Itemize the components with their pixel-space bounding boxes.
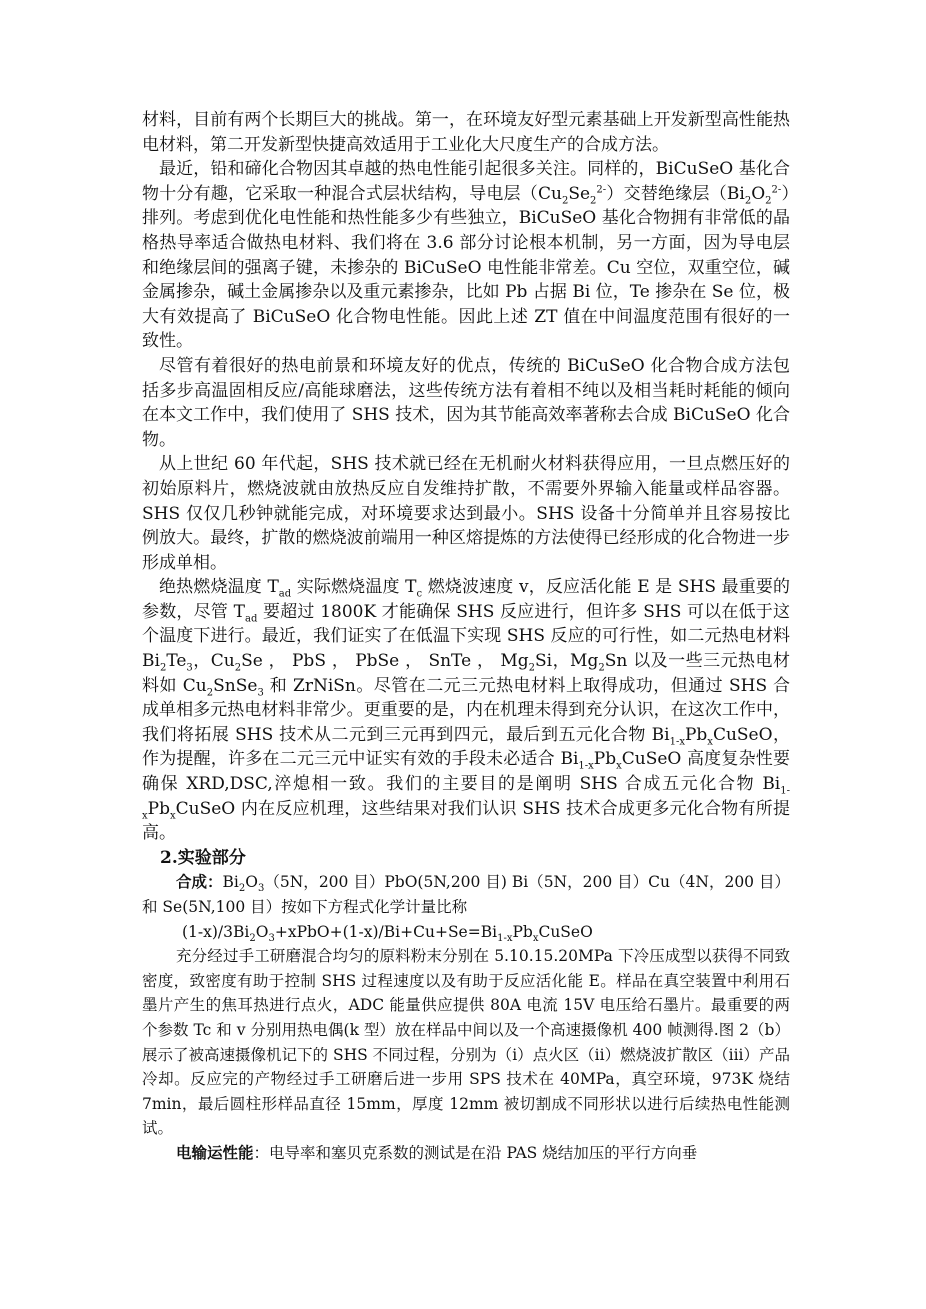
paragraph-bicuseo-structure: 最近，铅和碲化合物因其卓越的热电性能引起很多关注。同样的，BiCuSeO 基化合物十分有趣，它采取一种混合式层状结构，导电层$(Cu_2Se_2^{2-})$交替绝缘层$(Bi_2O_2^{2-})$排列。考虑到优化电性能和热性能多少有些独立，BiCuSeO 基化合物拥有非常低的晶格热导率适合做热电材料、我们将在 3.6 部分讨论根本机制，另一方面，因为导电层和绝缘层间的强离子键，未掺杂的 BiCuSeO 电性能非常差。Cu 空位，双重空位，碱金属掺杂，碱土金属掺杂以及重元素掺杂，比如 Pb 占据 Bi 位，Te 掺杂在 Se 位，极大有效提高了 BiCuSeO 化合物电性能。因此上述 ZT 值在中间温度范围有很好的一致性。 [142,159,790,352]
document-body [142,108,790,1166]
synthesis-label: 合成： [176,872,223,892]
paragraph-procedure: 充分经过手工研磨混合均匀的原料粉末分别在 5.10.15.20MPa 下冷压成型以获得不同致密度，致密度有助于控制 SHS 过程速度以及有助于反应活化能 E。样品在真空装置中利用石墨片产生的焦耳热进行点火，ADC 能量供应提供 80A 电流 15V 电压给石墨片。最重要的两个参数 Tc 和 v 分别用热电偶(k 型）放在样品中间以及一个高速摄像机 400 帧测得.图 2（b）展示了被高速摄像机记下的 SHS 不同过程，分别为（i）点火区（ii）燃烧波扩散区（iii）产品冷却。反应完的产物经过手工研磨后进一步用 SPS 技术在 40MPa，真空环境，973K 烧结 7min，最后圆柱形样品直径 15mm，厚度 12mm 被切割成不同形状以进行后续热电性能测试。 [142,947,790,1138]
paragraph-shs-parameters: 绝热燃烧温度 $T_{ad}$ 实际燃烧温度 $T_c$ 燃烧波速度 v，反应活化能 E 是 SHS 最重要的参数，尽管 $T_{ad}$ 要超过 1800K 才能确保 SHS 反应进行，但许多 SHS 可以在低于这个温度下进行。最近，我们证实了在低温下实现 SHS 反应的可行性，如二元热电材料 $Bi_2Te_3$，$Cu_2Se$ ， PbS ， PbSe ， SnTe ， $Mg_2Si$，$Mg_2Sn$ 以及一些三元热电材料如 $Cu_2SnSe_3$ 和 ZrNiSn。尽管在二元三元热电材料上取得成功，但通过 SHS 合成单相多元热电材料非常少。更重要的是，内在机理未得到充分认识，在这次工作中，我们将拓展 SHS 技术从二元到三元再到四元，最后到五元化合物 $Bi_{1-x}Pb_xCuSeO$，作为提醒，许多在二元三元中证实有效的手段未必适合 $Bi_{1-x}Pb_xCuSeO$ 高度复杂性要确保 XRD,DSC,淬熄相一致。我们的主要目的是阐明 SHS 合成五元化合物 $Bi_{1-x}Pb_xCuSeO$ 内在反应机理，这些结果对我们认识 SHS 技术合成更多元化合物有所提高。 [142,577,790,844]
paragraph-traditional-synthesis: 尽管有着很好的热电前景和环境友好的优点，传统的 BiCuSeO 化合物合成方法包括多步高温固相反应/高能球磨法，这些传统方法有着相不纯以及相当耗时耗能的倾向在本文工作中，我们使用了 SHS 技术，因为其节能高效率著称去合成 BiCuSeO 化合物。 [142,355,790,450]
paragraph-electrical-transport: 电输运性能：电导率和塞贝克系数的测试是在沿 PAS 烧结加压的平行方向垂 [176,1142,698,1162]
paragraph-synthesis: 合成：$Bi_2O_3(5N$，200 目）PbO(5N,200 目) Bi（5N，200 目）Cu（4N，200 目）和 Se(5N,100 目）按如下方程式化学计量比称 [142,872,790,916]
section-heading-experimental: 2.实验部分 [160,847,246,868]
chemical-equation: $(1-x)/3Bi_2O_3+xPbO+(1-x)/Bi+Cu+Se=Bi_{1-x}Pb_xCuSeO$ [182,922,593,944]
electrical-label: 电输运性能 [176,1142,254,1162]
paragraph-challenges: 材料，目前有两个长期巨大的挑战。第一，在环境友好型元素基础上开发新型高性能热电材料，第二开发新型快捷高效适用于工业化大尺度生产的合成方法。 [142,110,790,155]
paragraph-shs-history: 从上世纪 60 年代起，SHS 技术就已经在无机耐火材料获得应用，一旦点燃压好的初始原料片，燃烧波就由放热反应自发维持扩散，不需要外界输入能量或样品容器。SHS 仅仅几秒钟就能完成，对环境要求达到最小。SHS 设备十分简单并且容易按比例放大。最终，扩散的燃烧波前端用一种区熔提炼的方法使得已经形成的化合物进一步形成单相。 [142,454,790,573]
